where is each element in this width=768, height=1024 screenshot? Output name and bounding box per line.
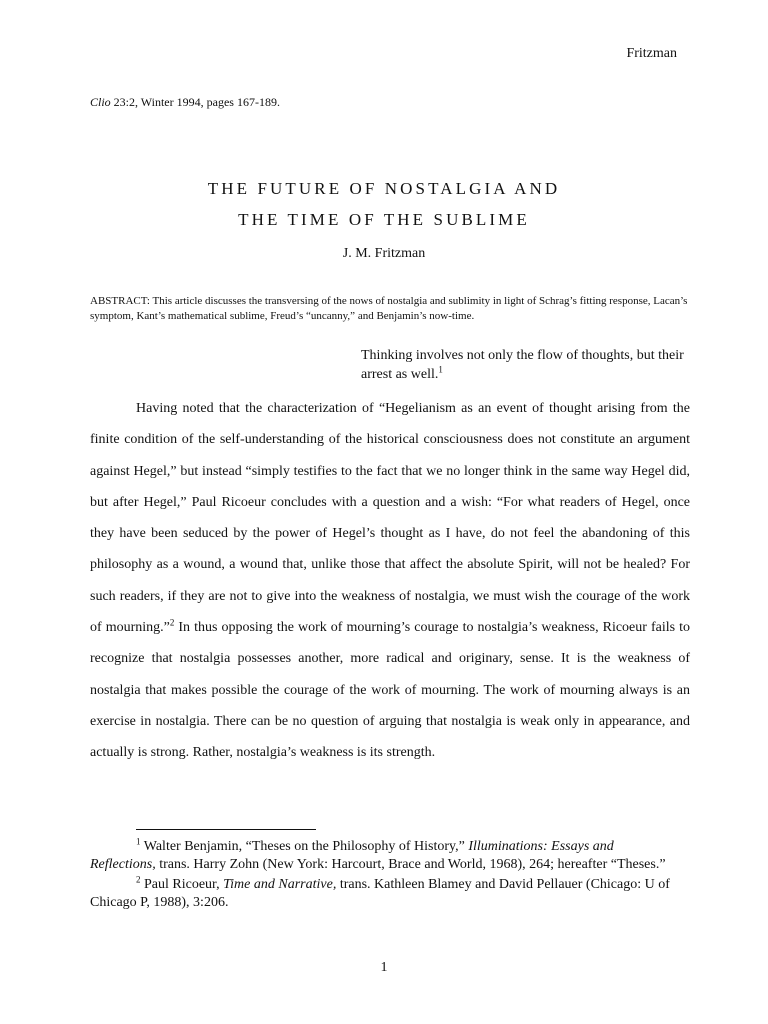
citation-details: 23:2, Winter 1994, pages 167-189. [110,95,280,109]
citation [90,95,280,110]
footnotes [90,838,680,914]
epigraph [361,346,691,384]
footnote-separator [136,829,316,830]
footnote [90,838,680,873]
footnote-italic-title: Illuminations: Essays and Reflections, [90,839,614,872]
footnote-number: 2 [136,874,141,885]
footnote [90,876,680,911]
footnote-text: trans. Harry Zohn (New York: Harcourt, Brace and World, 1968), 264; hereafter “Theses.” [155,856,666,872]
abstract: ABSTRACT: This article discusses the transversing of the nows of nostalgia and sublimity in light of Schrag’s fitting response, Lacan’s symptom, Kant’s mathematical sublime, Freud’s “uncanny,” and Benjamin’s now-time. [90,295,688,322]
paragraph-text-part2: In thus opposing the work of mourning’s courage to nostalgia’s weakness, Ricoeur fails to recognize that nostalgia possesses another, more radical and originary, sense. It is the weakness of nostalgia that makes possible the courage of the work of mourning. The work of mourning always is an exercise in nostalgia. There can be no question of arguing that nostalgia is weak only in appearance, and actually is strong. Rather, nostalgia’s weakness is its strength. [90,620,690,761]
author-name: J. M. Fritzman [342,246,426,261]
page-number: 1 [380,960,388,975]
title-line-2: THE TIME OF THE SUBLIME [238,210,530,229]
body-text [90,393,690,769]
footnote-text: Paul Ricoeur, [140,877,224,892]
epigraph-footnote-marker[interactable]: 1 [438,364,443,375]
paragraph-text-part1: Having noted that the characterization of “Hegelianism as an event of thought arising from the finite condition of the self-understanding of the historical consciousness does not constitute an argument against Hegel,” but instead “simply testifies to the fact that we no longer think in the same way Hegel did, but after Hegel,” Paul Ricoeur concludes with a question and a wish: “For what readers of Hegel, once they have been seduced by the power of Hegel’s thought as I have, do not feel the abandoning of this philosophy as a wound, a wound that, unlike those that affect the absolute Spirit, will not be healed? For such readers, if they are not to give into the weakness of nostalgia, we must wish the courage of the work of mourning.” [90,401,690,636]
body-footnote-marker[interactable]: 2 [169,617,175,628]
paragraph [90,393,690,769]
running-head: Fritzman [626,46,677,61]
footnote-text: Walter Benjamin, “Theses on the Philosophy of History,” [140,839,469,854]
footnote-number: 1 [136,836,141,847]
footnote-text: trans. Kathleen Blamey and David Pellauer (Chicago: U of Chicago P, 1988), 3:206. [90,877,670,910]
title-line-1: THE FUTURE OF NOSTALGIA AND [207,179,561,198]
footnote-italic-title: Time and Narrative, [223,877,337,892]
epigraph-text: Thinking involves not only the flow of thoughts, but their arrest as well. [361,348,684,382]
journal-name: Clio [90,95,111,109]
